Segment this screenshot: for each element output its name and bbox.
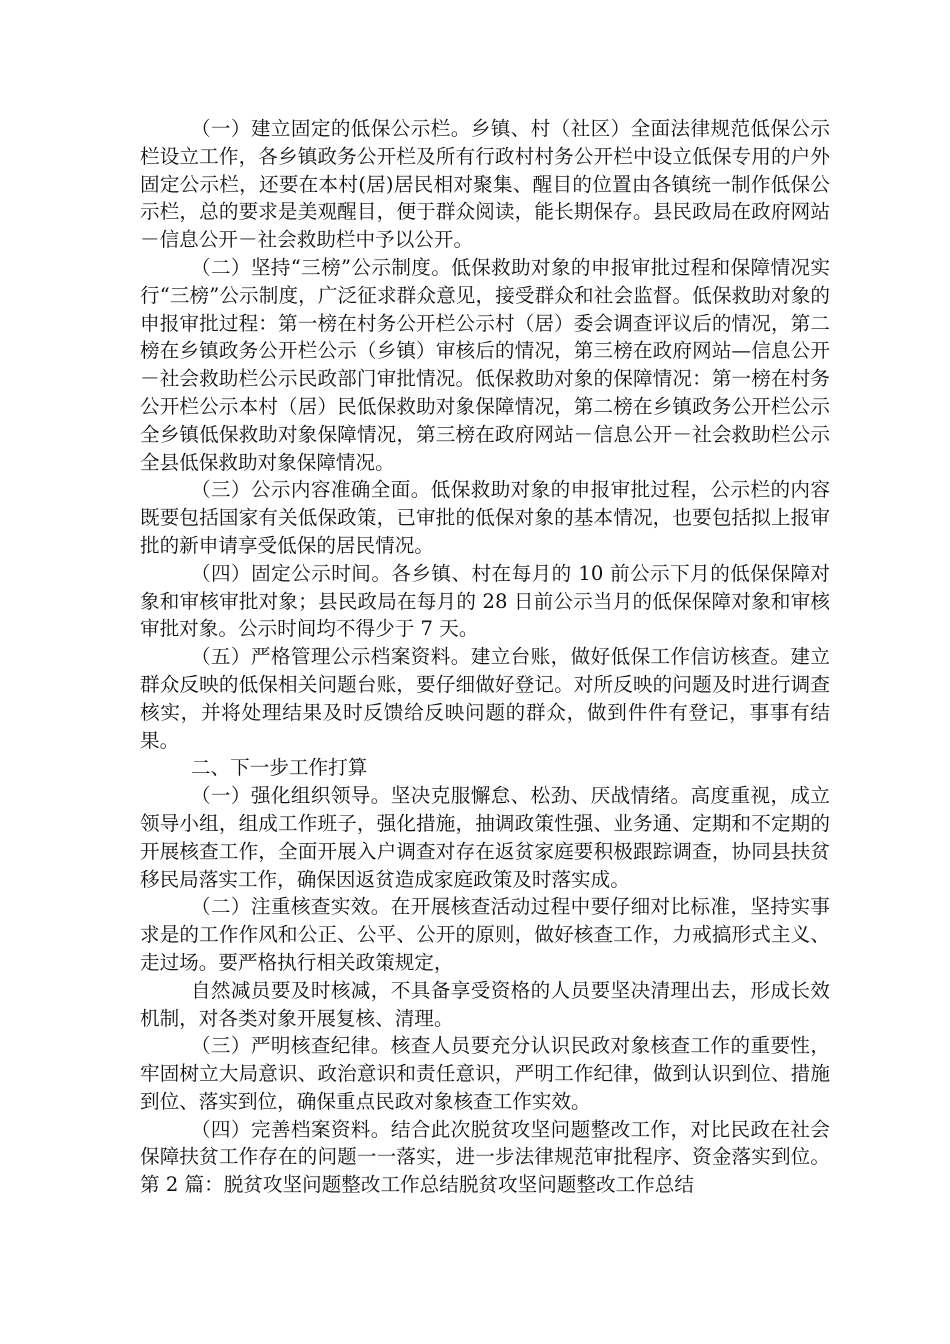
paragraph-verification-effectiveness: （二）注重核查实效。在开展核查活动过程中要仔细对比标准，坚持实事求是的工作作风和公正、公平、公开的原则，做好核查工作，力戒搞形式主义、走过场。要严格执行相关政策规定， [140, 895, 830, 974]
paragraph-archive-management: （五）严格管理公示档案资料。建立台账，做好低保工作信访核查。建立群众反映的低保相关问题台账，要仔细做好登记。对所反映的问题及时进行调查核实，并将处理结果及时反馈给反映问题的群众，做到件件有登记，事事有结果。 [140, 645, 830, 752]
paragraph-organization-leadership: （一）强化组织领导。坚决克服懈怠、松劲、厌战情绪。高度重视，成立领导小组，组成工作班子，强化措施，抽调政策性强、业务通、定期和不定期的开展核查工作，全面开展入户调查对存在返贫家庭要积极跟踪调查，协同县扶贫移民局落实工作，确保因返贫造成家庭政策及时落实成。 [140, 784, 830, 891]
section-heading-next-steps: 二、下一步工作打算 [190, 756, 368, 780]
paragraph-notice-content: （三）公示内容准确全面。低保救助对象的申报审批过程，公示栏的内容既要包括国家有关低保政策，已审批的低保对象的基本情况，也要包括拟上报审批的新申请享受低保的居民情况。 [140, 478, 830, 557]
paragraph-three-lists-system: （二）坚持“三榜”公示制度。低保救助对象的申报审批过程和保障情况实行“三榜”公示制度，广泛征求群众意见，接受群众和社会监督。低保救助对象的申报审批过程：第一榜在村务公开栏公示村（居）委会调查评议后的情况，第二榜在乡镇政务公开栏公示（乡镇）审核后的情况，第三榜在政府网站—信息公开－社会救助栏公示民政部门审批情况。低保救助对象的保障情况：第一榜在村务公开栏公示本村（居）民低保救助对象保障情况，第二榜在乡镇政务公开栏公示全乡镇低保救助对象保障情况，第三榜在政府网站－信息公开－社会救助栏公示全县低保救助对象保障情况。 [140, 255, 830, 474]
paragraph-archive-improvement: （四）完善档案资料。结合此次脱贫攻坚问题整改工作，对比民政在社会保障扶贫工作存在的问题一一落实，进一步法律规范审批程序、资金落实到位。第 2 篇：脱贫攻坚问题整改工作总结脱贫攻坚问题整改工作总结 [140, 1117, 830, 1197]
paragraph-natural-attrition: 自然减员要及时核减，不具备享受资格的人员要坚决清理出去，形成长效机制，对各类对象开展复核、清理。 [140, 978, 830, 1030]
paragraph-notice-time: （四）固定公示时间。各乡镇、村在每月的 10 前公示下月的低保保障对象和审核审批对象；县民政局在每月的 28 日前公示当月的低保保障对象和审核审批对象。公示时间均不得少于 7 天。 [140, 561, 830, 641]
document-body [140, 115, 830, 1199]
paragraph-verification-discipline: （三）严明核查纪律。核查人员要充分认识民政对象核查工作的重要性，牢固树立大局意识、政治意识和责任意识，严明工作纪律，做到认识到位、措施到位、落实到位，确保重点民政对象核查工作实效。 [140, 1034, 830, 1113]
paragraph-public-notice-board: （一）建立固定的低保公示栏。乡镇、村（社区）全面法律规范低保公示栏设立工作，各乡镇政务公开栏及所有行政村村务公开栏中设立低保专用的户外固定公示栏，还要在本村(居)居民相对聚集、醒目的位置由各镇统一制作低保公示栏，总的要求是美观醒目，便于群众阅读，能长期保存。县民政局在政府网站－信息公开－社会救助栏中予以公开。 [140, 117, 830, 252]
